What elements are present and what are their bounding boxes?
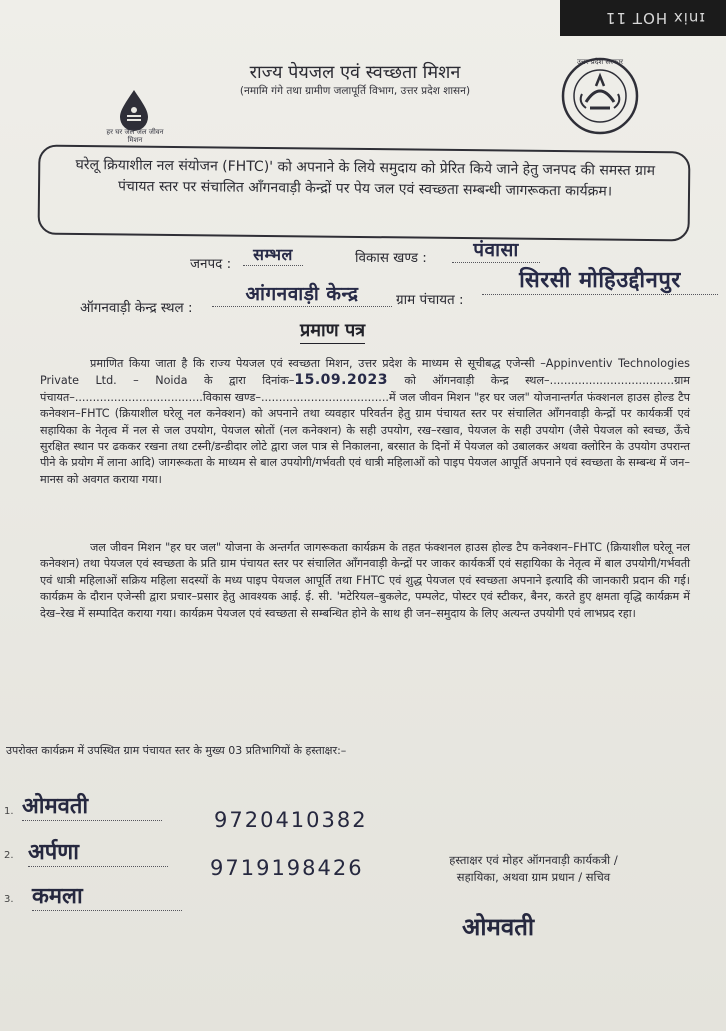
logo-caption: हर घर जल जल जीवन मिशन (106, 128, 164, 144)
vikas-khand-label: विकास खण्ड : (355, 250, 427, 266)
paragraph-2-text: जल जीवन मिशन "हर घर जल" योजना के अन्तर्गत जागरूकता कार्यक्रम के तहत फंक्शनल हाउस होल्ड टैप कनेक्शन–FHTC (क्रियाशील घरेलू नल कनेक्शन) तथा पेयजल एवं स्वच्छता के प्रति ग्राम पंचायत स्तर पर संचालित आँगनवाड़ी केन्द्रों पर जाकर कार्यकर्त्री एवं सहायिका के नेतृत्व में बाल उपयोगी/गर्भवती एवं धात्री महिलाओं सक्रिय महिला सदस्यों के मध्य पाइप पेयजल आपूर्ति तथा FHTC एवं शुद्ध पेयजल एवं स्वच्छता अपनाने इत्यादि की जानकारी प्रदान की गई। कार्यक्रम के दौरान एजेन्सी द्वारा प्रचार–प्रसार हेतु आवश्यक आई. ई. सी. 'मटेरियल–बुकलेट, पम्पलेट, पोस्टर एवं स्टीकर, बैनर, करते हुए क्षमता वृद्धि कार्यक्रम में देख–रेख में सम्पादित कराया गया। कार्यक्रम पेयजल एवं स्वच्छता से सम्बन्धित होने के साथ ही जन–समुदाय के लिए अत्यन्त उपयोगी एवं लाभप्रद रहा। (40, 541, 690, 620)
authority-signature-block: हस्ताक्षर एवं मोहर ऑगनवाड़ी कार्यकत्री / सहायिका, अथवा ग्राम प्रधान / सचिव (449, 853, 618, 884)
banner-text: घरेलू क्रियाशील नल संयोजन (FHTC)' को अपनाने के लिये समुदाय को प्रेरित किये जाने हेतु जनपद की समस्त ग्राम पंचायत स्तर पर संचालित आँगनवाड़ी केन्द्रों पर पेय जल एवं स्वच्छता सम्बन्धी जागरूकता कार्यक्रम। (75, 156, 656, 200)
participant-signature: कमला (32, 880, 182, 911)
participant-number: 2. (4, 850, 14, 861)
authority-signature: ओमवती (462, 913, 535, 941)
jal-jeevan-mission-logo-icon (112, 88, 156, 132)
kendra-value: आंगनवाड़ी केन्द्र (212, 280, 392, 307)
kendra-label: ऑगनवाड़ी केन्द्र स्थल : (80, 300, 193, 316)
paragraph-1-start: प्रमाणित किया जाता है कि राज्य पेयजल एवं स्वच्छता मिशन, उत्तर प्रदेश के माध्यम से सूचीबद्ध एजेन्सी –Appinventiv Technologies Private Ltd. – Noida के द्वारा दिनांक– (40, 357, 690, 388)
janpad-value: सम्भल (243, 243, 303, 266)
seal-caption: उत्तर प्रदेश सरकार (576, 58, 624, 66)
certificate-title: प्रमाण पत्र (300, 318, 365, 344)
participant-signature: अर्पणा (28, 836, 168, 867)
certificate-paragraph-2 (40, 540, 690, 622)
gram-panchayat-label: ग्राम पंचायत : (396, 292, 464, 308)
gram-panchayat-value: सिरसी मोहिउद्दीनपुर (482, 264, 718, 295)
participant-number: 3. (4, 894, 14, 905)
up-government-seal-icon (560, 56, 640, 136)
vikas-khand-value: पंवासा (452, 236, 540, 263)
page-title: राज्य पेयजल एवं स्वच्छता मिशन (249, 62, 461, 83)
participant-phone: 9720410382 (214, 808, 368, 832)
participant-signature: ओमवती (22, 790, 162, 821)
program-banner (38, 145, 691, 242)
participant-number: 1. (4, 806, 14, 817)
certificate-paragraph-1 (40, 356, 690, 488)
participant-phone: 9719198426 (210, 856, 364, 880)
page-subtitle: (नमामि गंगे तथा ग्रामीण जलापूर्ति विभाग, उत्तर प्रदेश शासन) (239, 85, 471, 97)
camera-watermark: ɪnix HOT 11 (605, 9, 705, 27)
janpad-label: जनपद : (190, 256, 232, 272)
paragraph-1-rest: को ऑगनवाड़ी केन्द्र स्थल–...................................ग्राम पंचायत–....................................विकास खण्ड–....................................में जल जीवन मिशन "हर घर जल" योजनान्तर्गत फंक्शनल हाउस होल्ड टैप कनेक्शन–FHTC (क्रियाशील घरेलू नल कनेक्शन) को अपनाने तथा व्यवहार परिवर्तन हेतु ग्राम पंचायत स्तर पर संचालित आँगनवाड़ी केन्द्रों पर कार्यकर्त्री एवं सहायिका के नेतृत्व में नल से जल उपयोग, पेयजल स्रोतों (नल कनेक्शन) के सही उपयोग, रख–रखाव, पेयजल के सही उपयोग (जैसे पेयजल को स्वच्छ, ऊँचे सुरक्षित स्थान पर ढककर रखना तथा टस्नी/डन्डीदार लोटे द्वारा जल पात्र से निकालना, बरसात के दिनों में पेयजल को उबालकर अथवा क्लोरिन के उपयोग उपरान्त पीने के प्रयोग में लाना आदि) जागरूकता के माध्यम से बाल उपयोगी/गर्भवती एवं धात्री महिलाओं को पाइप पेयजल आपूर्ति अपनाने एवं स्वच्छता के सम्बन्ध में जन–मानस को अवगत कराया गया। (40, 374, 690, 486)
program-date: 15.09.2023 (294, 372, 388, 389)
participants-intro: उपरोक्त कार्यक्रम में उपस्थित ग्राम पंचायत स्तर के मुख्य 03 प्रतिभागियों के हस्ताक्षर:– (6, 744, 347, 757)
